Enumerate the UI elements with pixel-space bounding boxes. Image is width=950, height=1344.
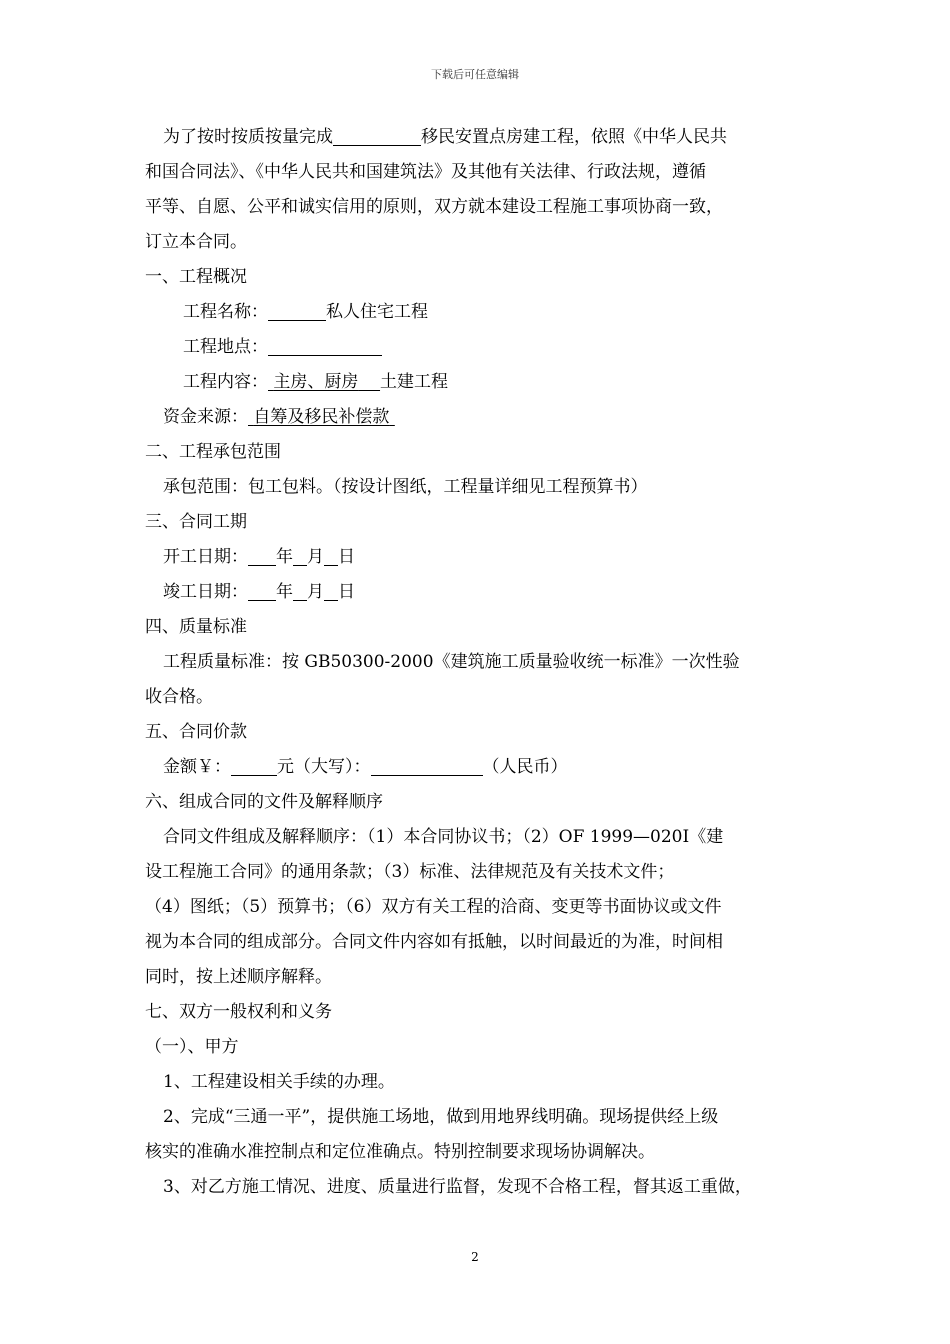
fund-source-row [145,400,813,435]
fund-source-label: 资金来源： [163,407,248,427]
month-label: 月 [307,547,324,567]
day-label: 日 [338,582,355,602]
docs-line-2: 设工程施工合同》的通用条款；（3）标准、法律规范及有关技术文件； [145,862,675,882]
quality-line-1: 工程质量标准：按 GB50300-2000《建筑施工质量验收统一标准》一次性验 [163,652,740,672]
end-month-field[interactable] [293,579,307,601]
start-date-label: 开工日期： [163,547,248,567]
party-a-item-3: 3、对乙方施工情况、进度、质量进行监督，发现不合格工程，督其返工重做， [163,1177,752,1197]
day-label: 日 [338,547,355,567]
intro-line-1 [145,120,813,155]
project-content-row [145,365,813,400]
section-3-title: 三、合同工期 [145,512,247,532]
project-name-field[interactable] [268,299,326,321]
docs-line-4: 视为本合同的组成部分。合同文件内容如有抵触，以时间最近的为准，时间相 [145,932,723,952]
project-name-blank[interactable] [333,124,421,146]
intro-line-2: 和国合同法》、《中华人民共和国建筑法》及其他有关法律、行政法规，遵循 [145,162,706,182]
project-name-row [145,295,813,330]
party-a-item-2-cont: 核实的准确水准控制点和定位准确点。特别控制要求现场协调解决。 [145,1142,655,1162]
intro-text: 移民安置点房建工程，依照《中华人民共 [421,127,727,147]
intro-text: 为了按时按质按量完成 [163,127,333,147]
intro-line-3: 平等、自愿、公平和诚实信用的原则，双方就本建设工程施工事项协商一致， [145,197,723,217]
amount-row [145,750,813,785]
section-6-title: 六、组成合同的文件及解释顺序 [145,792,383,812]
project-name-value: 私人住宅工程 [326,302,428,322]
page-number: 2 [471,1250,479,1264]
end-date-row [145,575,813,610]
project-location-field[interactable] [268,334,382,356]
fund-source-value[interactable]: 自筹及移民补偿款 [253,407,390,427]
project-name-label: 工程名称： [183,302,268,322]
start-month-field[interactable] [293,544,307,566]
start-date-row [145,540,813,575]
end-date-label: 竣工日期： [163,582,248,602]
party-a-heading: （一）、甲方 [145,1037,239,1057]
party-a-item-1: 1、工程建设相关手续的办理。 [163,1072,395,1092]
project-location-label: 工程地点： [183,337,268,357]
project-content-suffix: 土建工程 [380,372,449,392]
end-year-field[interactable] [248,579,276,601]
end-day-field[interactable] [324,579,338,601]
scope-text: 承包范围：包工包料。（按设计图纸，工程量详细见工程预算书） [163,477,648,497]
intro-line-4: 订立本合同。 [145,232,247,252]
project-location-row [145,330,813,365]
section-5-title: 五、合同价款 [145,722,247,742]
year-label: 年 [276,547,293,567]
amount-number-field[interactable] [231,754,277,776]
quality-line-2: 收合格。 [145,687,213,707]
party-a-item-2: 2、完成“三通一平”，提供施工场地，做到用地界线明确。现场提供经上级 [163,1107,719,1127]
docs-line-5: 同时，按上述顺序解释。 [145,967,332,987]
page-header: 下载后可任意编辑 [431,68,519,81]
amount-label: 金额￥： [163,757,231,777]
project-content-value[interactable]: 主房、厨房 [273,372,359,392]
project-content-label: 工程内容： [183,372,268,392]
start-day-field[interactable] [324,544,338,566]
section-7-title: 七、双方一般权利和义务 [145,1002,332,1022]
docs-line-1: 合同文件组成及解释顺序：（1）本合同协议书；（2）OF 1999—020I《建 [163,827,724,847]
document-body [145,120,813,1205]
amount-words-field[interactable] [371,754,483,776]
month-label: 月 [307,582,324,602]
amount-words-label: 元（大写）： [277,757,371,777]
section-4-title: 四、质量标准 [145,617,247,637]
currency-label: （人民币） [482,757,568,777]
year-label: 年 [276,582,293,602]
start-year-field[interactable] [248,544,276,566]
section-2-title: 二、工程承包范围 [145,442,281,462]
docs-line-3: （4）图纸；（5）预算书；（6）双方有关工程的洽商、变更等书面协议或文件 [145,897,722,917]
section-1-title: 一、工程概况 [145,267,247,287]
